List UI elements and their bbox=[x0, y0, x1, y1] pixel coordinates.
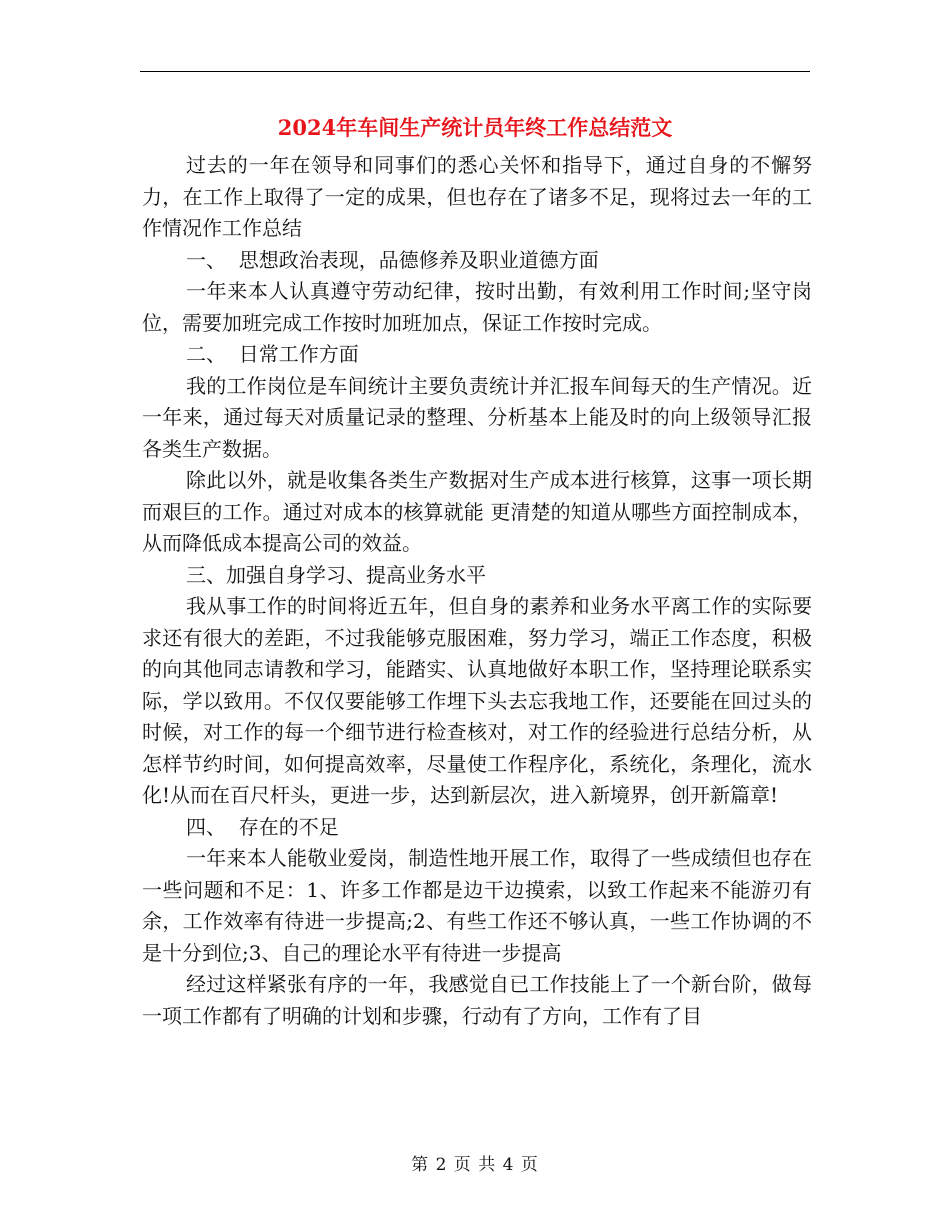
document-body bbox=[142, 150, 812, 1032]
body-paragraph: 一年来本人认真遵守劳动纪律，按时出勤，有效利用工作时间;坚守岗位，需要加班完成工作按时加班加点，保证工作按时完成。 bbox=[142, 279, 812, 335]
header-rule bbox=[140, 71, 810, 72]
section-heading-4: 四、 存在的不足 bbox=[186, 814, 339, 839]
body-paragraph: 一年来本人能敬业爱岗，制造性地开展工作，取得了一些成绩但也存在一些问题和不足：1、许多工作都是边干边摸索，以致工作起来不能游刃有余，工作效率有待进一步提高;2、有些工作还不够认真，一些工作协调的不是十分到位;3、自己的理论水平有待进一步提高 bbox=[142, 846, 812, 965]
section-heading-3: 三、加强自身学习、提高业务水平 bbox=[186, 562, 486, 587]
section-heading-2: 二、 日常工作方面 bbox=[186, 342, 359, 366]
intro-paragraph: 过去的一年在领导和同事们的悉心关怀和指导下，通过自身的不懈努力，在工作上取得了一定的成果，但也存在了诸多不足，现将过去一年的工作情况作工作总结 bbox=[142, 153, 812, 240]
body-paragraph: 我从事工作的时间将近五年，但自身的素养和业务水平离工作的实际要求还有很大的差距，不过我能够克服困难，努力学习，端正工作态度，积极的向其他同志请教和学习，能踏实、认真地做好本职工作，坚持理论联系实际，学以致用。不仅仅要能够工作埋下头去忘我地工作，还要能在回过头的时候，对工作的每一个细节进行检查核对，对工作的经验进行总结分析，从怎样节约时间，如何提高效率，尽量使工作程序化，系统化，条理化，流水化!从而在百尺杆头，更进一步，达到新层次，进入新境界，创开新篇章! bbox=[142, 594, 812, 807]
document-title: 2024年车间生产统计员年终工作总结范文 bbox=[277, 115, 673, 140]
body-paragraph: 我的工作岗位是车间统计主要负责统计并汇报车间每天的生产情况。近一年来，通过每天对质量记录的整理、分析基本上能及时的向上级领导汇报各类生产数据。 bbox=[142, 373, 812, 461]
body-paragraph: 除此以外，就是收集各类生产数据对生产成本进行核算，这事一项长期而艰巨的工作。通过对成本的核算就能 更清楚的知道从哪些方面控制成本，从而降低成本提高公司的效益。 bbox=[142, 468, 812, 555]
page-number-footer: 第 2 页 共 4 页 bbox=[411, 1155, 539, 1175]
section-heading-1: 一、 思想政治表现，品德修养及职业道德方面 bbox=[186, 247, 599, 272]
body-paragraph: 经过这样紧张有序的一年，我感觉自已工作技能上了一个新台阶，做每一项工作都有了明确的计划和步骤，行动有了方向，工作有了目 bbox=[142, 972, 812, 1028]
